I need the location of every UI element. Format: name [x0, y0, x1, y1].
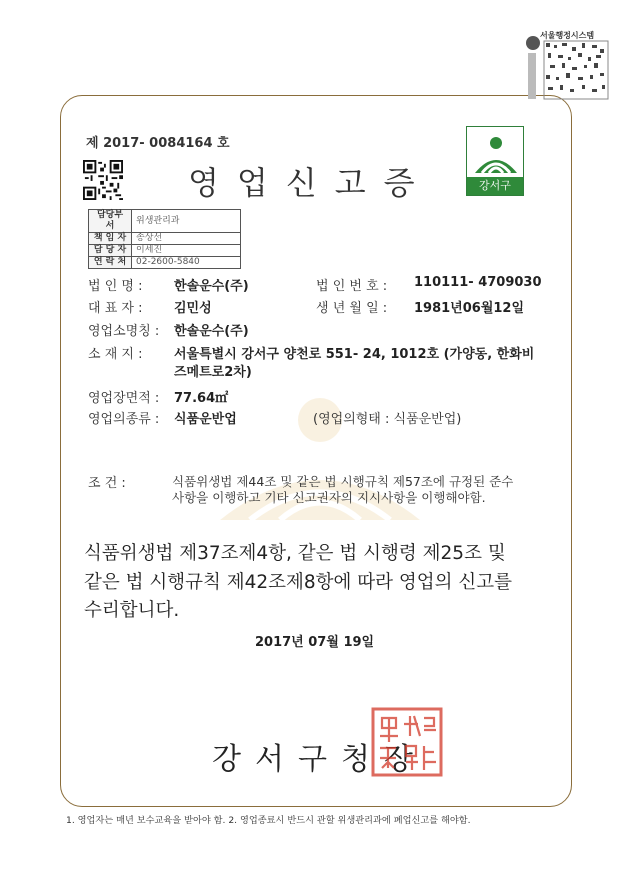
- table-row: [89, 245, 241, 257]
- staff-value: 이세진: [132, 245, 241, 257]
- conditions-line-2: 사항을 이행하고 기타 신고권자의 지시사항을 이행해야함.: [172, 490, 486, 505]
- birth-date-label: 생 년 월 일 :: [316, 301, 388, 316]
- official-seal-icon: [370, 706, 444, 778]
- representative-label: 대 표 자 :: [88, 301, 143, 316]
- business-name-label: 영업소명칭 :: [88, 324, 160, 339]
- issue-date: 2017년 07월 19일: [255, 635, 375, 650]
- corp-number-value: 110111- 4709030: [414, 275, 542, 290]
- area-value: 77.64㎡: [174, 391, 229, 406]
- area-label: 영업장면적 :: [88, 391, 160, 406]
- birth-date-value: 1981년06월12일: [414, 301, 525, 316]
- dept-value: 위생관리과: [132, 210, 241, 233]
- watermark-emblem-icon: [200, 380, 440, 530]
- contact-value: 02-2600-5840: [132, 257, 241, 269]
- footnote: 1. 영업자는 매년 보수교육을 받아야 함. 2. 영업종료시 반드시 관할 위생관리과에 폐업신고를 해야함.: [66, 815, 471, 826]
- approval-statement: [84, 540, 554, 626]
- table-row: [89, 257, 241, 269]
- district-logo-label: 강서구: [467, 177, 523, 195]
- document-title: 영업신고증: [188, 164, 433, 202]
- district-logo: [466, 126, 524, 196]
- issuer-name: 강서구청장: [212, 742, 427, 777]
- corp-name-value: 한솔운수(주): [174, 279, 249, 294]
- certificate-number: 제 2017- 0084164 호: [86, 136, 230, 151]
- corner-qr-code-icon: [522, 33, 614, 103]
- conditions-label: 조 건 :: [88, 476, 126, 491]
- statement-line-3: 수리합니다.: [84, 600, 180, 621]
- corp-name-label: 법 인 명 :: [88, 279, 143, 294]
- corner-label: 서울행정시스템: [540, 31, 595, 40]
- business-type-label: 영업의종류 :: [88, 412, 160, 427]
- staff-key: 담 당 자: [89, 245, 132, 257]
- contact-key: 연 락 처: [89, 257, 132, 269]
- business-form-value: (영업의형태 : 식품운반업): [313, 412, 462, 427]
- manager-value: 송상선: [132, 233, 241, 245]
- address-line-2: 즈메트로2차): [174, 365, 252, 380]
- business-name-value: 한솔운수(주): [174, 324, 249, 339]
- table-row: [89, 233, 241, 245]
- address-line-1: 서울특별시 강서구 양천로 551- 24, 1012호 (가양동, 한화비: [174, 347, 535, 362]
- statement-line-1: 식품위생법 제37조제4항, 같은 법 시행령 제25조 및: [84, 543, 506, 564]
- address-label: 소 재 지 :: [88, 347, 143, 362]
- conditions-line-1: 식품위생법 제44조 및 같은 법 시행규칙 제57조에 규정된 준수: [172, 474, 514, 489]
- dept-key: 담당부서: [89, 210, 132, 233]
- manager-key: 책 임 자: [89, 233, 132, 245]
- district-emblem-icon: [473, 133, 519, 175]
- representative-value: 김민성: [174, 301, 212, 316]
- qr-code-icon: [83, 160, 123, 200]
- department-table: [88, 209, 241, 269]
- business-type-value: 식품운반업: [174, 412, 237, 427]
- table-row: [89, 210, 241, 233]
- corp-number-label: 법 인 번 호 :: [316, 279, 388, 294]
- statement-line-2: 같은 법 시행규칙 제42조제8항에 따라 영업의 신고를: [84, 571, 513, 593]
